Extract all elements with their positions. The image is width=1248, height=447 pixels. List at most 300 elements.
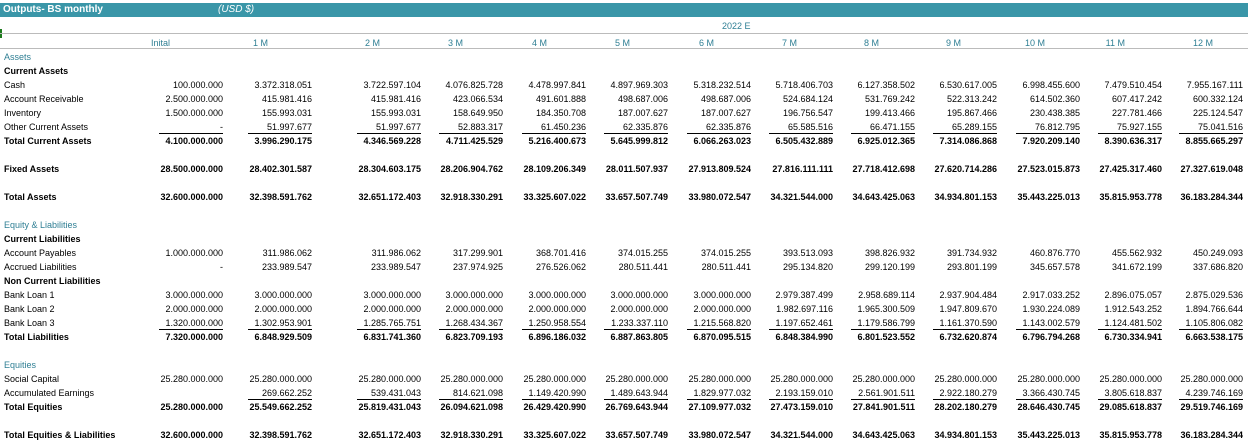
row-cell: 25.819.431.043 <box>358 402 421 412</box>
row-cell: 2.000.000.000 <box>363 304 421 314</box>
row-cell: 75.041.516 <box>1197 122 1243 132</box>
subtotal-underline <box>248 329 312 330</box>
row-cell: 27.109.977.032 <box>688 402 751 412</box>
row-cell: 415.981.416 <box>261 94 312 104</box>
row-cell: 1.149.420.990 <box>528 388 586 398</box>
row-label: Accrued Liabilities <box>4 262 77 272</box>
row-cell: 531.769.242 <box>864 94 915 104</box>
row-cell: 5.718.406.703 <box>775 80 833 90</box>
row-cell: 1.143.002.579 <box>1022 318 1080 328</box>
row-cell: 539.431.043 <box>370 388 421 398</box>
column-header-7: 7 M <box>781 38 797 48</box>
row-cell: 25.280.000.000 <box>1180 374 1243 384</box>
row-cell: 230.438.385 <box>1029 108 1080 118</box>
row-cell: 27.425.317.460 <box>1099 164 1162 174</box>
column-header-10: 10 M <box>1024 38 1045 48</box>
subtotal-underline <box>248 399 312 400</box>
column-header-2: 2 M <box>364 38 380 48</box>
subtotal-underline <box>604 329 668 330</box>
row-cell: 26.094.621.098 <box>440 402 503 412</box>
row-cell: 4.897.969.303 <box>610 80 668 90</box>
row-cell: 1.894.766.644 <box>1185 304 1243 314</box>
row-cell: 6.663.538.175 <box>1185 332 1243 342</box>
row-cell: 34.934.801.153 <box>934 430 997 440</box>
row-label: Current Assets <box>4 66 69 76</box>
row-cell: 311.986.062 <box>262 248 312 258</box>
subtotal-underline <box>1016 329 1080 330</box>
row-cell: 522.313.242 <box>946 94 997 104</box>
row-cell: 4.076.825.728 <box>445 80 503 90</box>
row-cell: 195.867.466 <box>946 108 997 118</box>
row-cell: 3.996.290.175 <box>254 136 312 146</box>
row-cell: 7.920.209.140 <box>1022 136 1080 146</box>
row-cell: 293.801.199 <box>946 262 997 272</box>
row-cell: 32.600.000.000 <box>160 192 223 202</box>
subtotal-underline <box>769 133 833 134</box>
subtotal-underline <box>687 329 751 330</box>
row-cell: 25.280.000.000 <box>605 374 668 384</box>
row-label: Social Capital <box>4 374 60 384</box>
row-cell: 341.672.199 <box>1111 262 1162 272</box>
row-cell: 2.917.033.252 <box>1022 290 1080 300</box>
row-cell: 1.489.643.944 <box>610 388 668 398</box>
subtotal-underline <box>1098 329 1162 330</box>
row-cell: 4.478.997.841 <box>528 80 586 90</box>
row-cell: 34.321.544.000 <box>770 430 833 440</box>
row-cell: 814.621.098 <box>452 388 503 398</box>
row-cell: 2.000.000.000 <box>254 304 312 314</box>
subtotal-underline <box>159 329 223 330</box>
row-cell: 29.519.746.169 <box>1180 402 1243 412</box>
subtotal-underline <box>1016 133 1080 134</box>
row-cell: 28.202.180.279 <box>934 402 997 412</box>
row-cell: 1.250.958.554 <box>528 318 586 328</box>
row-cell: 6.998.455.600 <box>1022 80 1080 90</box>
row-cell: 29.085.618.837 <box>1099 402 1162 412</box>
row-cell: 27.718.412.698 <box>852 164 915 174</box>
subtotal-underline <box>851 399 915 400</box>
subtotal-underline <box>357 329 421 330</box>
row-cell: 28.109.206.349 <box>523 164 586 174</box>
row-cell: 6.505.432.889 <box>775 136 833 146</box>
row-cell: 280.511.441 <box>701 262 751 272</box>
subtotal-underline <box>357 133 421 134</box>
subtotal-underline <box>1179 399 1243 400</box>
row-cell: 2.561.901.511 <box>858 388 915 398</box>
row-cell: 33.325.607.022 <box>523 192 586 202</box>
subtotal-underline <box>439 399 503 400</box>
row-cell: 65.289.155 <box>951 122 997 132</box>
title-bar <box>0 3 1248 17</box>
row-cell: 450.249.093 <box>1192 248 1243 258</box>
column-header-3: 3 M <box>447 38 463 48</box>
row-cell: 32.398.591.762 <box>249 430 312 440</box>
row-label: Inventory <box>4 108 42 118</box>
row-label: Bank Loan 1 <box>4 290 55 300</box>
row-cell: 3.000.000.000 <box>254 290 312 300</box>
row-label: Assets <box>4 52 32 62</box>
row-cell: 32.398.591.762 <box>249 192 312 202</box>
subtotal-underline <box>1016 399 1080 400</box>
row-cell: 32.651.172.403 <box>358 192 421 202</box>
row-cell: 1.982.697.116 <box>776 304 833 314</box>
row-cell: 3.000.000.000 <box>445 290 503 300</box>
row-cell: 280.511.441 <box>618 262 668 272</box>
row-cell: 6.801.523.552 <box>857 332 915 342</box>
row-cell: 27.841.901.511 <box>852 402 915 412</box>
row-cell: 28.011.507.937 <box>605 164 668 174</box>
row-cell: 3.722.597.104 <box>363 80 421 90</box>
row-cell: 4.239.746.169 <box>1185 388 1243 398</box>
row-cell: 237.974.925 <box>452 262 503 272</box>
row-cell: 233.989.547 <box>370 262 421 272</box>
row-cell: 32.918.330.291 <box>440 192 503 202</box>
row-cell: 36.183.284.344 <box>1180 430 1243 440</box>
row-label: Total Assets <box>4 192 57 202</box>
row-cell: 299.120.199 <box>864 262 915 272</box>
row-cell: 1.930.224.089 <box>1022 304 1080 314</box>
subtotal-underline <box>248 133 312 134</box>
row-cell: 368.701.416 <box>535 248 586 258</box>
row-cell: 1.912.543.252 <box>1104 304 1162 314</box>
row-cell: 2.958.689.114 <box>858 290 915 300</box>
row-cell: 1.215.568.820 <box>693 318 751 328</box>
row-cell: 32.918.330.291 <box>440 430 503 440</box>
row-cell: 51.997.677 <box>266 122 312 132</box>
header-divider <box>0 33 1248 34</box>
row-cell: 7.314.086.868 <box>939 136 997 146</box>
subtotal-underline <box>933 399 997 400</box>
row-cell: 25.280.000.000 <box>523 374 586 384</box>
row-cell: 7.320.000.000 <box>165 332 223 342</box>
row-cell: 1.268.434.367 <box>445 318 503 328</box>
row-cell: 35.443.225.013 <box>1017 192 1080 202</box>
row-cell: 3.000.000.000 <box>693 290 751 300</box>
row-cell: 155.993.031 <box>261 108 312 118</box>
row-label: Equities <box>4 360 37 370</box>
row-cell: 66.471.155 <box>869 122 915 132</box>
row-cell: 155.993.031 <box>370 108 421 118</box>
row-cell: 2.000.000.000 <box>445 304 503 314</box>
row-cell: 100.000.000 <box>172 80 223 90</box>
row-cell: 1.302.953.901 <box>254 318 312 328</box>
row-cell: 25.280.000.000 <box>852 374 915 384</box>
row-cell: 199.413.466 <box>864 108 915 118</box>
row-cell: 2.937.904.484 <box>939 290 997 300</box>
row-cell: 5.318.232.514 <box>693 80 751 90</box>
year-header: 2022 E <box>722 21 751 31</box>
row-label: Bank Loan 2 <box>4 304 55 314</box>
row-cell: 187.007.627 <box>700 108 751 118</box>
sheet-title: Outputs- BS monthly <box>3 4 103 15</box>
row-label: Other Current Assets <box>4 122 89 132</box>
subtotal-underline <box>769 329 833 330</box>
row-cell: 1.179.586.799 <box>857 318 915 328</box>
subtotal-underline <box>439 133 503 134</box>
row-cell: 455.562.932 <box>1111 248 1162 258</box>
row-cell: 6.127.358.502 <box>857 80 915 90</box>
row-cell: 311.986.062 <box>371 248 421 258</box>
row-cell: 33.325.607.022 <box>523 430 586 440</box>
row-cell: 491.601.888 <box>535 94 586 104</box>
column-header-1: 1 M <box>252 38 268 48</box>
subtotal-underline <box>1179 329 1243 330</box>
row-label: Bank Loan 3 <box>4 318 55 328</box>
row-cell: 75.927.155 <box>1116 122 1162 132</box>
row-cell: 33.980.072.547 <box>688 192 751 202</box>
row-cell: 25.280.000.000 <box>160 374 223 384</box>
row-cell: 374.015.255 <box>700 248 751 258</box>
row-cell: 4.100.000.000 <box>165 136 223 146</box>
row-cell: 25.280.000.000 <box>1017 374 1080 384</box>
row-cell: 196.756.547 <box>782 108 833 118</box>
row-cell: 1.197.652.461 <box>775 318 833 328</box>
row-label: Fixed Assets <box>4 164 60 174</box>
row-cell: 6.848.384.990 <box>775 332 833 342</box>
row-label: Non Current Liabilities <box>4 276 101 286</box>
subtotal-underline <box>159 133 223 134</box>
row-cell: 614.502.360 <box>1029 94 1080 104</box>
row-cell: 5.645.999.812 <box>610 136 668 146</box>
row-cell: 2.000.000.000 <box>610 304 668 314</box>
row-cell: 76.812.795 <box>1034 122 1080 132</box>
row-cell: 1.285.765.751 <box>363 318 421 328</box>
subtotal-underline <box>604 399 668 400</box>
row-label: Total Equities & Liabilities <box>4 430 116 440</box>
subtotal-underline <box>604 133 668 134</box>
row-cell: 1.161.370.590 <box>939 318 997 328</box>
column-header-6: 6 M <box>698 38 714 48</box>
row-cell: 415.981.416 <box>370 94 421 104</box>
row-cell: 25.280.000.000 <box>688 374 751 384</box>
row-cell: 35.815.953.778 <box>1099 192 1162 202</box>
row-cell: 25.280.000.000 <box>934 374 997 384</box>
row-cell: 8.855.665.297 <box>1185 136 1243 146</box>
subtotal-underline <box>1098 133 1162 134</box>
row-cell: 52.883.317 <box>457 122 503 132</box>
row-cell: 7.955.167.111 <box>1186 80 1243 90</box>
row-cell: 34.643.425.063 <box>852 430 915 440</box>
row-cell: 61.450.236 <box>540 122 586 132</box>
row-cell: 4.346.569.228 <box>363 136 421 146</box>
subtotal-underline <box>933 329 997 330</box>
row-cell: 460.876.770 <box>1029 248 1080 258</box>
row-cell: 1.105.806.082 <box>1185 318 1243 328</box>
row-cell: 25.280.000.000 <box>160 402 223 412</box>
row-label: Account Payables <box>4 248 77 258</box>
row-cell: 398.826.932 <box>864 248 915 258</box>
header-bottom-divider <box>0 48 1248 49</box>
subtotal-underline <box>1179 133 1243 134</box>
row-cell: 65.585.516 <box>787 122 833 132</box>
row-cell: 2.896.075.057 <box>1104 290 1162 300</box>
row-cell: 269.662.252 <box>261 388 312 398</box>
subtotal-underline <box>522 133 586 134</box>
row-cell: 2.000.000.000 <box>693 304 751 314</box>
row-cell: 34.643.425.063 <box>852 192 915 202</box>
row-cell: 3.372.318.051 <box>254 80 312 90</box>
row-cell: 2.000.000.000 <box>528 304 586 314</box>
row-cell: 6.848.929.509 <box>254 332 312 342</box>
row-cell: - <box>220 262 223 272</box>
row-cell: 25.280.000.000 <box>440 374 503 384</box>
row-cell: 6.823.709.193 <box>445 332 503 342</box>
subtotal-underline <box>851 133 915 134</box>
row-cell: 6.530.617.005 <box>939 80 997 90</box>
row-cell: 1.965.300.509 <box>857 304 915 314</box>
row-cell: 28.206.904.762 <box>440 164 503 174</box>
row-cell: 391.734.932 <box>946 248 997 258</box>
row-cell: 600.332.124 <box>1192 94 1243 104</box>
row-cell: 27.620.714.286 <box>934 164 997 174</box>
subtotal-underline <box>687 399 751 400</box>
row-cell: 2.193.159.010 <box>775 388 833 398</box>
row-cell: 27.913.809.524 <box>688 164 751 174</box>
row-cell: 28.646.430.745 <box>1017 402 1080 412</box>
row-cell: 2.922.180.279 <box>939 388 997 398</box>
row-cell: 607.417.242 <box>1111 94 1162 104</box>
row-cell: 34.321.544.000 <box>770 192 833 202</box>
row-cell: 3.366.430.745 <box>1022 388 1080 398</box>
column-header-11: 11 M <box>1105 38 1125 48</box>
column-header-4: 4 M <box>531 38 547 48</box>
row-cell: 33.980.072.547 <box>688 430 751 440</box>
row-cell: 26.769.643.944 <box>605 402 668 412</box>
subtotal-underline <box>522 329 586 330</box>
row-cell: 27.327.619.048 <box>1180 164 1243 174</box>
row-cell: 3.805.618.837 <box>1104 388 1162 398</box>
column-header-0: Inital <box>150 38 170 48</box>
row-cell: 28.304.603.175 <box>358 164 421 174</box>
row-cell: 1.500.000.000 <box>165 108 223 118</box>
row-cell: 3.000.000.000 <box>363 290 421 300</box>
row-cell: 6.925.012.365 <box>857 136 915 146</box>
row-cell: 1.000.000.000 <box>165 248 223 258</box>
row-cell: 3.000.000.000 <box>528 290 586 300</box>
row-label: Current Liabilities <box>4 234 81 244</box>
row-cell: 26.429.420.990 <box>523 402 586 412</box>
row-cell: 6.066.263.023 <box>693 136 751 146</box>
row-cell: 25.549.662.252 <box>249 402 312 412</box>
row-cell: 25.280.000.000 <box>1099 374 1162 384</box>
row-cell: 32.600.000.000 <box>160 430 223 440</box>
row-label: Total Current Assets <box>4 136 92 146</box>
row-cell: 27.523.015.873 <box>1017 164 1080 174</box>
subtotal-underline <box>439 329 503 330</box>
row-cell: 34.934.801.153 <box>934 192 997 202</box>
row-cell: 524.684.124 <box>782 94 833 104</box>
row-cell: 158.649.950 <box>452 108 503 118</box>
row-label: Total Liabilities <box>4 332 69 342</box>
row-cell: 36.183.284.344 <box>1180 192 1243 202</box>
row-cell: 423.066.534 <box>452 94 503 104</box>
row-cell: 1.320.000.000 <box>165 318 223 328</box>
row-cell: 374.015.255 <box>617 248 668 258</box>
row-cell: 1.124.481.502 <box>1104 318 1162 328</box>
row-label: Accumulated Earnings <box>4 388 95 398</box>
row-cell: 6.796.794.268 <box>1022 332 1080 342</box>
row-cell: 225.124.547 <box>1192 108 1243 118</box>
row-cell: 3.000.000.000 <box>610 290 668 300</box>
row-cell: 27.816.111.111 <box>772 164 833 174</box>
row-cell: 28.402.301.587 <box>249 164 312 174</box>
row-cell: 345.657.578 <box>1029 262 1080 272</box>
row-cell: 2.000.000.000 <box>165 304 223 314</box>
row-cell: 184.350.708 <box>535 108 586 118</box>
subtotal-underline <box>1098 399 1162 400</box>
column-header-8: 8 M <box>863 38 879 48</box>
column-header-5: 5 M <box>614 38 630 48</box>
row-cell: 2.979.387.499 <box>775 290 833 300</box>
row-cell: 227.781.466 <box>1111 108 1162 118</box>
row-cell: 6.730.334.941 <box>1104 332 1162 342</box>
subtotal-underline <box>357 399 421 400</box>
row-cell: - <box>220 122 223 132</box>
row-cell: 35.815.953.778 <box>1099 430 1162 440</box>
row-cell: 25.280.000.000 <box>358 374 421 384</box>
row-cell: 337.686.820 <box>1192 262 1243 272</box>
row-cell: 35.443.225.013 <box>1017 430 1080 440</box>
row-cell: 6.831.741.360 <box>363 332 421 342</box>
column-header-12: 12 M <box>1192 38 1213 48</box>
row-cell: 2.500.000.000 <box>165 94 223 104</box>
row-cell: 1.233.337.110 <box>611 318 668 328</box>
row-cell: 498.687.006 <box>700 94 751 104</box>
subtotal-underline <box>522 399 586 400</box>
row-cell: 6.732.620.874 <box>939 332 997 342</box>
row-label: Equity & Liabilities <box>4 220 78 230</box>
row-cell: 187.007.627 <box>617 108 668 118</box>
subtotal-underline <box>851 329 915 330</box>
subtotal-underline <box>769 399 833 400</box>
subtotal-underline <box>687 133 751 134</box>
currency-label: (USD $) <box>218 4 255 15</box>
row-cell: 276.526.062 <box>535 262 586 272</box>
row-cell: 317.299.901 <box>452 248 503 258</box>
row-cell: 62.335.876 <box>705 122 751 132</box>
column-header-9: 9 M <box>945 38 961 48</box>
row-cell: 4.711.425.529 <box>445 136 503 146</box>
row-cell: 33.657.507.749 <box>605 192 668 202</box>
row-cell: 6.896.186.032 <box>528 332 586 342</box>
row-cell: 8.390.636.317 <box>1104 136 1162 146</box>
row-label: Account Receivable <box>4 94 84 104</box>
row-cell: 3.000.000.000 <box>165 290 223 300</box>
row-cell: 7.479.510.454 <box>1104 80 1162 90</box>
row-cell: 51.997.677 <box>375 122 421 132</box>
row-cell: 6.887.863.805 <box>610 332 668 342</box>
row-cell: 393.513.093 <box>782 248 833 258</box>
row-label: Cash <box>4 80 26 90</box>
row-cell: 295.134.820 <box>782 262 833 272</box>
row-cell: 25.280.000.000 <box>249 374 312 384</box>
row-cell: 25.280.000.000 <box>770 374 833 384</box>
row-label: Total Equities <box>4 402 63 412</box>
row-cell: 33.657.507.749 <box>605 430 668 440</box>
subtotal-underline <box>933 133 997 134</box>
row-cell: 1.829.977.032 <box>693 388 751 398</box>
row-cell: 233.989.547 <box>261 262 312 272</box>
row-cell: 5.216.400.673 <box>528 136 586 146</box>
row-cell: 28.500.000.000 <box>160 164 223 174</box>
row-cell: 32.651.172.403 <box>358 430 421 440</box>
row-cell: 498.687.006 <box>617 94 668 104</box>
row-cell: 6.870.095.515 <box>693 332 751 342</box>
row-cell: 2.875.029.536 <box>1185 290 1243 300</box>
row-cell: 27.473.159.010 <box>770 402 833 412</box>
row-cell: 62.335.876 <box>622 122 668 132</box>
row-cell: 1.947.809.670 <box>939 304 997 314</box>
